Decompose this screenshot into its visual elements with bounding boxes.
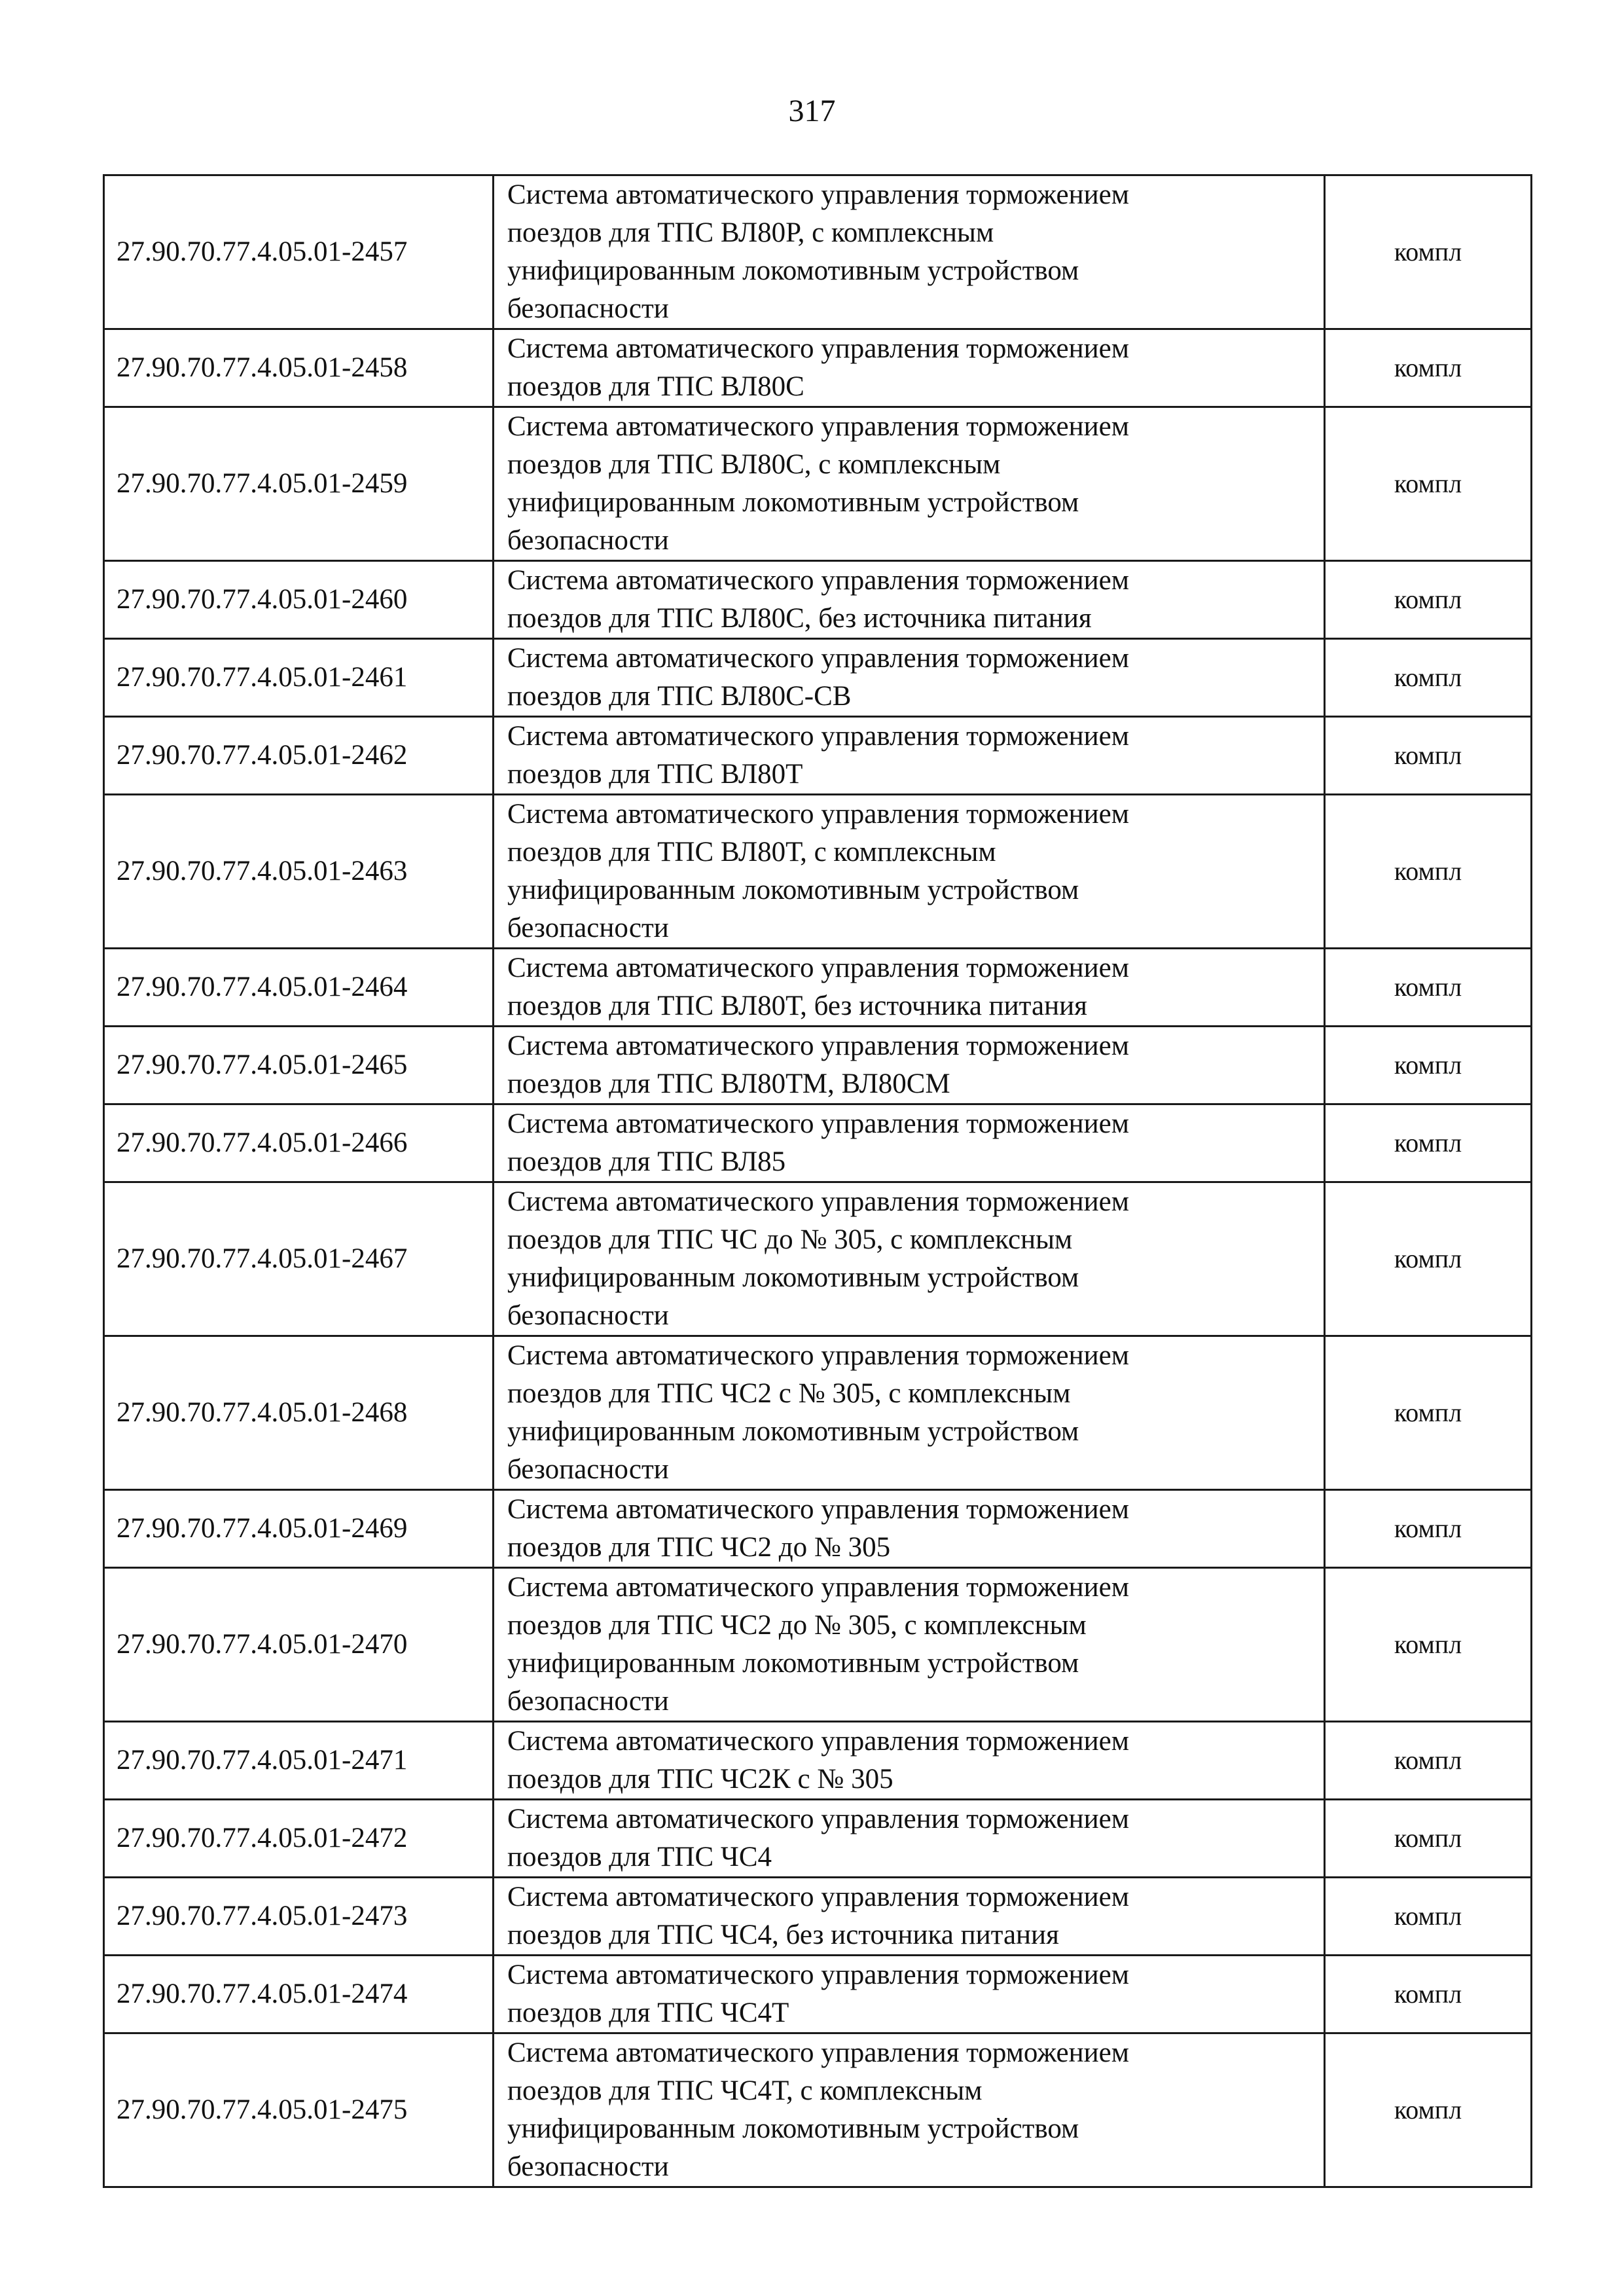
resource-name: Система автоматического управления торможением поездов для ТПС ВЛ80С-СВ: [494, 639, 1325, 717]
resource-code: 27.90.70.77.4.05.01-2463: [104, 795, 494, 949]
table-row: [104, 1568, 1532, 1722]
resource-code: 27.90.70.77.4.05.01-2474: [104, 1956, 494, 2033]
table-row: [104, 1722, 1532, 1800]
unit-of-measure: компл: [1325, 717, 1532, 795]
table-row: [104, 795, 1532, 949]
resource-code: 27.90.70.77.4.05.01-2465: [104, 1027, 494, 1104]
table-row: [104, 561, 1532, 639]
resource-name: Система автоматического управления торможением поездов для ТПС ВЛ80Т: [494, 717, 1325, 795]
resource-code: 27.90.70.77.4.05.01-2473: [104, 1878, 494, 1956]
resource-code: 27.90.70.77.4.05.01-2464: [104, 949, 494, 1027]
resource-code: 27.90.70.77.4.05.01-2461: [104, 639, 494, 717]
unit-of-measure: компл: [1325, 1878, 1532, 1956]
resource-name: Система автоматического управления торможением поездов для ТПС ЧС4Т: [494, 1956, 1325, 2033]
table-body: [104, 175, 1532, 2187]
resource-code: 27.90.70.77.4.05.01-2475: [104, 2033, 494, 2187]
unit-of-measure: компл: [1325, 639, 1532, 717]
table-row: [104, 717, 1532, 795]
resource-name: Система автоматического управления торможением поездов для ТПС ВЛ80Р, с комплексным унифицированным локомотивным устройством безопасности: [494, 175, 1325, 329]
resource-code: 27.90.70.77.4.05.01-2470: [104, 1568, 494, 1722]
resource-name: Система автоматического управления торможением поездов для ТПС ЧС2К с № 305: [494, 1722, 1325, 1800]
table-row: [104, 1800, 1532, 1878]
table-row: [104, 1878, 1532, 1956]
table-row: [104, 1104, 1532, 1182]
unit-of-measure: компл: [1325, 1336, 1532, 1490]
unit-of-measure: компл: [1325, 175, 1532, 329]
resource-name: Система автоматического управления торможением поездов для ТПС ЧС2 до № 305, с комплексным унифицированным локомотивным устройством безопасности: [494, 1568, 1325, 1722]
table-row: [104, 949, 1532, 1027]
table-row: [104, 1956, 1532, 2033]
resource-name: Система автоматического управления торможением поездов для ТПС ВЛ80С: [494, 329, 1325, 407]
unit-of-measure: компл: [1325, 1490, 1532, 1568]
table-row: [104, 639, 1532, 717]
unit-of-measure: компл: [1325, 1568, 1532, 1722]
resource-name: Система автоматического управления торможением поездов для ТПС ЧС до № 305, с комплексным унифицированным локомотивным устройством безопасности: [494, 1182, 1325, 1336]
resource-code: 27.90.70.77.4.05.01-2472: [104, 1800, 494, 1878]
table-row: [104, 175, 1532, 329]
unit-of-measure: компл: [1325, 949, 1532, 1027]
unit-of-measure: компл: [1325, 561, 1532, 639]
resource-name: Система автоматического управления торможением поездов для ТПС ВЛ85: [494, 1104, 1325, 1182]
unit-of-measure: компл: [1325, 329, 1532, 407]
resource-code: 27.90.70.77.4.05.01-2459: [104, 407, 494, 561]
page-number: 317: [788, 94, 836, 128]
resource-code: 27.90.70.77.4.05.01-2468: [104, 1336, 494, 1490]
resource-code: 27.90.70.77.4.05.01-2471: [104, 1722, 494, 1800]
resource-name: Система автоматического управления торможением поездов для ТПС ЧС4: [494, 1800, 1325, 1878]
resource-code: 27.90.70.77.4.05.01-2460: [104, 561, 494, 639]
resource-code: 27.90.70.77.4.05.01-2467: [104, 1182, 494, 1336]
unit-of-measure: компл: [1325, 407, 1532, 561]
table-row: [104, 2033, 1532, 2187]
resource-name: Система автоматического управления торможением поездов для ТПС ЧС2 с № 305, с комплексным унифицированным локомотивным устройством безопасности: [494, 1336, 1325, 1490]
unit-of-measure: компл: [1325, 1104, 1532, 1182]
unit-of-measure: компл: [1325, 1956, 1532, 2033]
resource-code: 27.90.70.77.4.05.01-2458: [104, 329, 494, 407]
resource-table: [103, 174, 1532, 2188]
table-row: [104, 1182, 1532, 1336]
unit-of-measure: компл: [1325, 2033, 1532, 2187]
resource-code: 27.90.70.77.4.05.01-2457: [104, 175, 494, 329]
resource-name: Система автоматического управления торможением поездов для ТПС ВЛ80Т, без источника питания: [494, 949, 1325, 1027]
resource-name: Система автоматического управления торможением поездов для ТПС ВЛ80С, без источника питания: [494, 561, 1325, 639]
unit-of-measure: компл: [1325, 1182, 1532, 1336]
table-row: [104, 1336, 1532, 1490]
unit-of-measure: компл: [1325, 1027, 1532, 1104]
resource-name: Система автоматического управления торможением поездов для ТПС ВЛ80Т, с комплексным унифицированным локомотивным устройством безопасности: [494, 795, 1325, 949]
resource-name: Система автоматического управления торможением поездов для ТПС ЧС4, без источника питания: [494, 1878, 1325, 1956]
resource-name: Система автоматического управления торможением поездов для ТПС ВЛ80С, с комплексным унифицированным локомотивным устройством безопасности: [494, 407, 1325, 561]
table-row: [104, 1027, 1532, 1104]
unit-of-measure: компл: [1325, 795, 1532, 949]
resource-code: 27.90.70.77.4.05.01-2462: [104, 717, 494, 795]
unit-of-measure: компл: [1325, 1722, 1532, 1800]
resource-code: 27.90.70.77.4.05.01-2466: [104, 1104, 494, 1182]
table-row: [104, 329, 1532, 407]
resource-name: Система автоматического управления торможением поездов для ТПС ВЛ80ТМ, ВЛ80СМ: [494, 1027, 1325, 1104]
table-row: [104, 1490, 1532, 1568]
unit-of-measure: компл: [1325, 1800, 1532, 1878]
resource-name: Система автоматического управления торможением поездов для ТПС ЧС4Т, с комплексным унифицированным локомотивным устройством безопасности: [494, 2033, 1325, 2187]
resource-code: 27.90.70.77.4.05.01-2469: [104, 1490, 494, 1568]
resource-name: Система автоматического управления торможением поездов для ТПС ЧС2 до № 305: [494, 1490, 1325, 1568]
table-row: [104, 407, 1532, 561]
